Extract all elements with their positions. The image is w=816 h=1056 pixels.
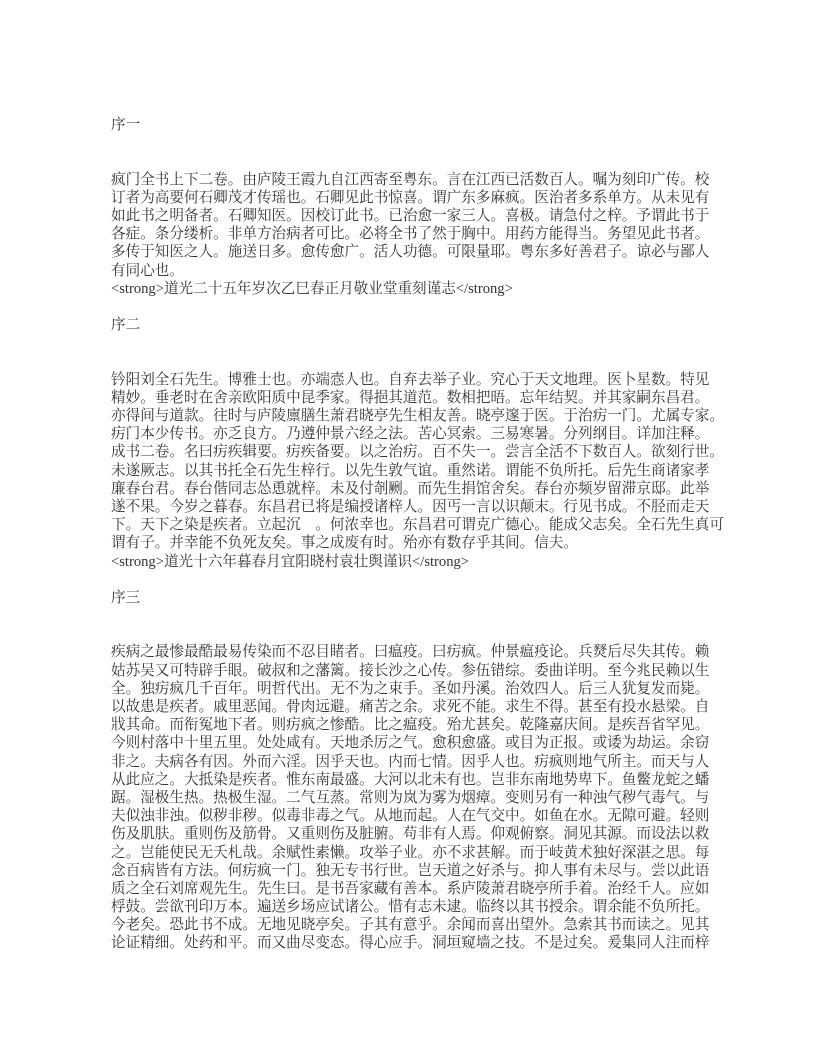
text-line: 多传于知医之人。施送日多。愈传愈广。活人功德。可限量耶。粤东多好善君子。谅必与鄙人 bbox=[111, 244, 710, 261]
preface-paragraph bbox=[111, 171, 711, 298]
text-line: 念百病皆有方法。何疠疯一门。独无专书行世。岂天道之好杀与。抑人事有未尽与。尝以此语 bbox=[111, 862, 710, 879]
text-line: 各症。条分缕析。非单方治病者可比。必将全书了然于胸中。用药方能得当。务望见此书者。 bbox=[111, 226, 710, 243]
text-line: <strong>道光十六年暮春月宜阳晓村袁壮舆谨识</strong> bbox=[111, 553, 470, 570]
text-line: 非之。夫病各有因。外而六淫。因乎天也。内而七情。因乎人也。疠疯则地气所主。而天与人 bbox=[111, 753, 710, 770]
text-line: 下。天下之染是疾者。立起沉 。何浓幸也。东昌君可谓克广德心。能成父志矣。全石先生真可 bbox=[111, 517, 724, 534]
text-line: 精妙。垂老时在舍亲欧阳质中昆季家。得挹其道范。数相把晤。忘年结契。并其家嗣东昌君。 bbox=[111, 389, 710, 406]
text-line: 遂不果。今岁之暮春。东昌君已将是编授诸梓人。因丐一言以识颠末。行见书成。不胫而走天 bbox=[111, 498, 710, 515]
text-line: 廉春台君。春台偕同志怂恿就梓。未及付剞劂。而先生捐馆舍矣。春台亦频岁留滞京邸。此举 bbox=[111, 480, 710, 497]
text-line: 戕其命。而衔冤地下者。则疠疯之惨酷。比之瘟疫。殆尤甚矣。乾隆嘉庆间。是疾吾省罕见。 bbox=[111, 717, 710, 734]
text-line: 踞。湿极生热。热极生湿。二气互蒸。常则为岚为雾为烟瘴。变则另有一种浊气秽气毒气。与 bbox=[111, 789, 710, 806]
text-line: 伤及肌肤。重则伤及筋骨。又重则伤及脏腑。苟非有人焉。仰观俯察。洞见其源。而设法以救 bbox=[111, 826, 710, 843]
text-line: 疠门本少传书。亦乏良方。乃遵仲景六经之法。苦心冥索。三易寒暑。分列纲目。详加注释。 bbox=[111, 426, 710, 443]
text-line: 钤阳刘全石先生。博雅士也。亦端悫人也。自弃去举子业。究心于天文地理。医卜星数。特见 bbox=[111, 371, 710, 388]
text-line: 订者为高要何石卿茂才传瑶也。石卿见此书惊喜。谓广东多麻疯。医治者多系单方。从未见有 bbox=[111, 189, 710, 206]
text-line: 谓有子。并幸能不负死友矣。事之成废有时。殆亦有数存乎其间。信夫。 bbox=[111, 535, 579, 552]
text-line: 论证精细。处药和平。而又曲尽变态。得心应手。洞垣窥墙之技。不是过矣。爰集同人注而梓 bbox=[111, 935, 710, 952]
text-line: 以故患是疾者。戚里恶闻。骨肉远避。痛苦之余。求死不能。求生不得。甚至有投水悬梁。自 bbox=[111, 699, 710, 716]
text-line: 疯门全书上下二卷。由庐陵王霞九自江西寄至粤东。言在江西已活数百人。嘱为刻印广传。校 bbox=[111, 171, 710, 188]
text-line: 从此应之。大抵染是疾者。惟东南最盛。大河以北未有也。岂非东南地势卑下。鱼鳖龙蛇之蟠 bbox=[111, 771, 710, 788]
text-line: 疾病之最惨最酷最易传染而不忍目睹者。曰瘟疫。曰疠疯。仲景瘟疫论。兵燹后尽失其传。赖 bbox=[111, 644, 710, 661]
preface-paragraph bbox=[111, 371, 724, 571]
text-line: 质之全石刘席观先生。先生曰。是书吾家藏有善本。系庐陵萧君晓亭所手着。治经千人。应如 bbox=[111, 880, 710, 897]
text-line: 全。独疠疯几千百年。明哲代出。无不为之束手。圣如丹溪。治效四人。后三人犹复发而毙。 bbox=[111, 680, 710, 697]
text-line: 成书二卷。名曰疠疾辑要。疠疾备要。以之治疠。百不失一。尝言全活不下数百人。欲刻行世。 bbox=[111, 444, 724, 461]
section-heading: 序一 bbox=[111, 117, 141, 133]
text-line: 今老矣。恐此书不成。无地见晓亭矣。子其有意乎。余闻而喜出望外。急索其书而读之。见其 bbox=[111, 917, 710, 934]
text-line: 夫似浊非浊。似秽非秽。似毒非毒之气。从地而起。人在气交中。如鱼在水。无隙可避。轻则 bbox=[111, 808, 710, 825]
text-line: 如此书之明备者。石卿知医。因校订此书。已治愈一家三人。喜极。请急付之梓。予谓此书于 bbox=[111, 207, 710, 224]
text-line: 有同心也。 bbox=[111, 262, 184, 279]
text-line: 亦得间与道款。往时与庐陵廪膳生萧君晓亭先生相友善。晓亭邃于医。于治疠一门。尤属专家。 bbox=[111, 408, 724, 425]
section-heading: 序二 bbox=[111, 317, 141, 334]
text-line: <strong>道光二十五年岁次乙巳春正月敬业堂重刻谨志</strong> bbox=[111, 280, 513, 297]
text-line: 今则村落中十里五里。处处咸有。天地杀厉之气。愈积愈盛。或目为正报。或诿为劫运。余窃 bbox=[111, 735, 710, 752]
text-line: 姑苏吴又可特辟手眼。破叔和之藩篱。接长沙之心传。参伍错综。委曲详明。至今兆民赖以生 bbox=[111, 662, 710, 679]
text-line: 之。岂能使民无夭札哉。余赋性素懒。攻举子业。亦不求甚解。而于岐黄术独好深湛之思。每 bbox=[111, 844, 710, 861]
document-body bbox=[111, 116, 724, 971]
preface-paragraph bbox=[111, 643, 711, 952]
text-line: 桴鼓。尝欲刊印万本。遍送乡场应试诸公。惜有志未逮。临终以其书授余。谓余能不负所托。 bbox=[111, 899, 710, 916]
text-line: 未遂厥志。以其书托全石先生梓行。以先生敦气谊。重然诺。谓能不负所托。后先生商诸家孝 bbox=[111, 462, 710, 479]
section-heading: 序三 bbox=[111, 589, 141, 606]
